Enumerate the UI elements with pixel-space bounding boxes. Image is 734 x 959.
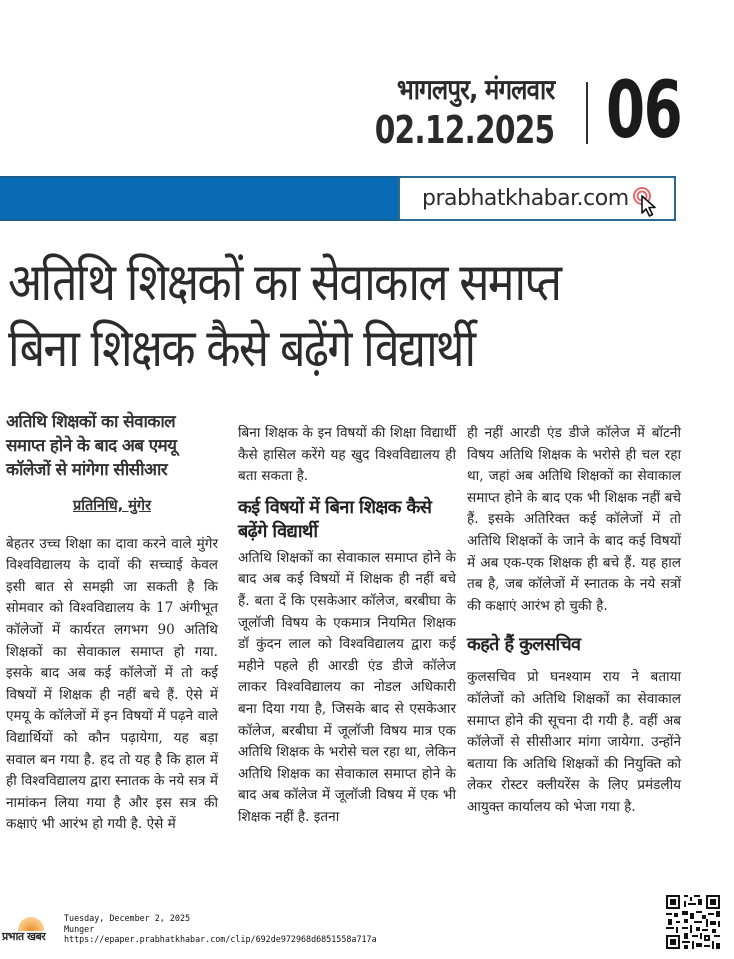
article-paragraph: अतिथि शिक्षकों का सेवाकाल समाप्त होने के बाद अब कई विषयों में शिक्षक ही नहीं बचे हैं. बता दें कि एसकेआर कॉलेज, बरबीघा के जूलॉजी विषय के एकमात्र नियमित शिक्षक डॉ कुंदन लाल को विश्वविद्यालय द्वारा कई महीने पहले ही आरडी एंड डीजे कॉलेज लाकर विश्वविद्यालय का नोडल अधिकारी बना दिया गया है, जिसके बाद से एसकेआर कॉलेज, बरबीघा में जूलॉजी विषय मात्र एक अतिथि शिक्षक के भरोसे चल रहा था, लेकिन अतिथि शिक्षक का सेवाकाल समाप्त होने के बाद अब कॉलेज में जूलॉजी विषय में एक भी शिक्षक नहीं है. इतना: [238, 549, 456, 825]
registrar-quote: कुलसचिव प्रो घनश्याम राय ने बताया कॉलेजों को अतिथि शिक्षकों का सेवाकाल समाप्त होने की सूचना दी गयी है. वहीं अब कॉलेजों से सीसीआर मांगा जायेगा. उन्होंने बताया कि अतिथि शिक्षकों की नियुक्ति को लेकर रोस्टर क्लीयरेंस के लिए प्रमंडलीय आयुक्त कार्यालय को भेजा गया है.: [467, 669, 681, 815]
logo-text: प्रभात खबर: [2, 930, 46, 943]
banner-tail: [676, 176, 734, 221]
article-column-3: [467, 423, 681, 819]
main-headline: [8, 250, 728, 382]
page-number: 06: [606, 66, 682, 156]
cursor-click-icon: [633, 186, 663, 218]
issue-date: 02.12.2025: [374, 108, 554, 152]
article-column-2: [238, 423, 456, 829]
headline-line-2: बिना शिक्षक कैसे बढ़ेंगे विद्यार्थी: [8, 319, 475, 379]
article-paragraph: बेहतर उच्च शिक्षा का दावा करने वाले मुंगेर विश्वविद्यालय के दावों की सच्चाई केवल इसी बात से समझी जा सकती है कि सोमवार को विश्वविद्यालय के 17 अंगीभूत कॉलेजों में कार्यरत लगभग 90 अतिथि शिक्षकों का सेवाकाल समाप्त हो गया. इसके बाद अब कई कॉलेजों में तो कई विषयों में शिक्षक ही नहीं बचे हैं. ऐसे में एमयू के कॉलेजों में इन विषयों में पढ़ने वाले विद्यार्थियों को कौन पढ़ायेगा, यह बड़ा सवाल बन गया है. हद तो यह है कि हाल में ही विश्वविद्यालय द्वारा स्नातक के नये सत्र में नामांकन लिया गया है और इस सत्र की कक्षाएं भी आरंभ हो गयी है. ऐसे में: [6, 535, 218, 833]
clip-date: Tuesday, December 2, 2025: [64, 913, 191, 923]
article-column-1: [6, 410, 218, 836]
clip-url[interactable]: https://epaper.prabhatkhabar.com/clip/692de972968d6851558a717a: [64, 934, 377, 944]
masthead-divider: [586, 82, 588, 144]
city-day-label: भागलपुर, मंगलवार: [396, 73, 554, 106]
website-url[interactable]: prabhatkhabar.com: [422, 186, 629, 211]
prabhat-khabar-logo: [2, 917, 60, 949]
article-paragraph: ही नहीं आरडी एंड डीजे कॉलेज में बॉटनी विषय अतिथि शिक्षक के भरोसे ही चल रहा था, जहां अब अतिथि शिक्षकों का सेवाकाल समाप्त होने के बाद एक भी शिक्षक नहीं बचे हैं. इसके अतिरिक्त कई कॉलेजों में तो अतिथि शिक्षकों के जाने के बाद कई विषयों में अब एक-एक शिक्षक ही बचे हैं. यह हाल तब है, जब कॉलेजों में स्नातक के नये सत्रों की कक्षाएं आरंभ हो चुकी है.: [467, 425, 681, 614]
clip-metadata: [64, 913, 377, 945]
byline: प्रतिनिधि, मुंगेर: [72, 498, 152, 514]
crosshead: कहते हैं कुलसचिव: [467, 634, 581, 656]
qr-code-icon[interactable]: [664, 893, 722, 951]
masthead-dateline: [324, 72, 554, 152]
headline-line-1: अतिथि शिक्षकों का सेवाकाल समाप्त: [8, 253, 561, 313]
clip-edition: Munger: [64, 923, 95, 934]
crosshead: कई विषयों में बिना शिक्षक कैसे बढ़ेंगे विद्यार्थी: [238, 496, 432, 542]
sub-deck: अतिथि शिक्षकों का सेवाकाल समाप्त होने के बाद अब एमयू कॉलेजों से मांगेगा सीसीआर: [6, 412, 177, 480]
clip-footer: [0, 905, 734, 959]
website-link-box[interactable]: [398, 176, 676, 221]
article-paragraph: बिना शिक्षक के इन विषयों की शिक्षा विद्यार्थी कैसे हासिल करेंगे यह खुद विश्वविद्यालय ही बता सकता है.: [238, 425, 456, 485]
